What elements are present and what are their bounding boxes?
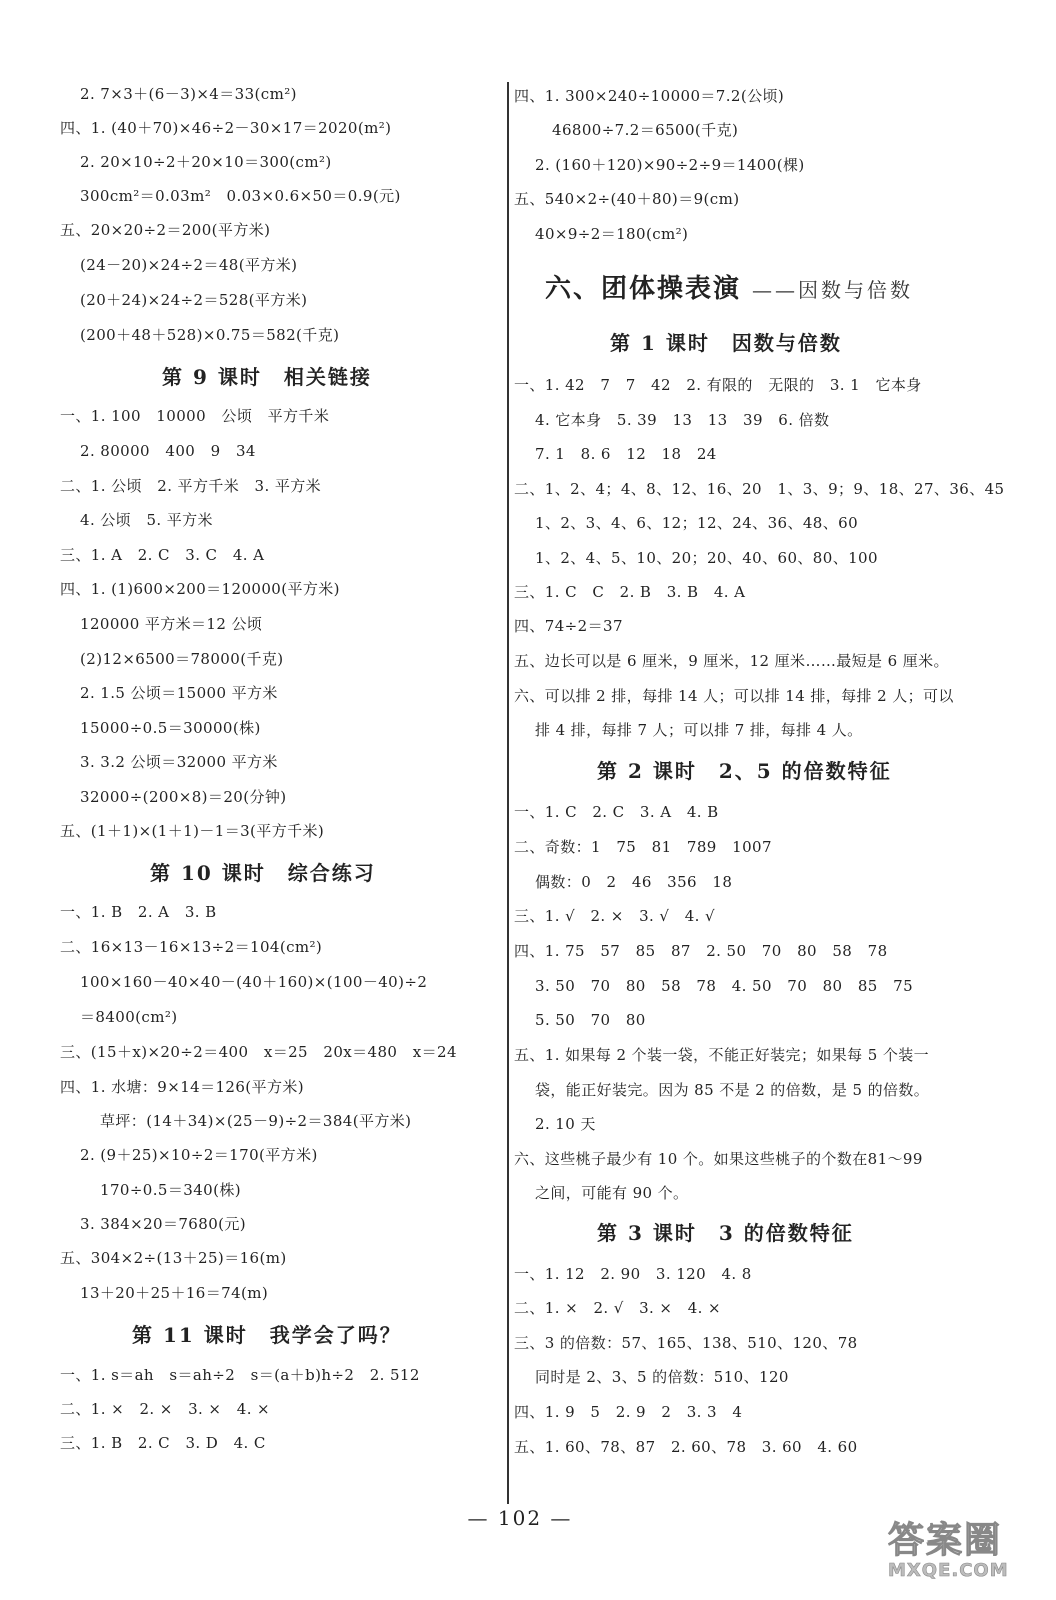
answer-line: 2. 20×10÷2＋20×10＝300(cm²) bbox=[80, 153, 332, 171]
answer-line: 四、1. (40＋70)×46÷2－30×17＝2020(m²) bbox=[60, 119, 392, 137]
answer-line: 二、16×13－16×13÷2＝104(cm²) bbox=[60, 938, 323, 956]
unit-subtitle: ——因数与倍数 bbox=[752, 278, 913, 302]
answer-line: 五、1. 60、78、87 2. 60、78 3. 60 4. 60 bbox=[514, 1438, 858, 1456]
answer-line: 3. 50 70 80 58 78 4. 50 70 80 85 75 bbox=[535, 977, 914, 995]
answer-line: 三、1. A 2. C 3. C 4. A bbox=[60, 546, 265, 564]
answer-line: 1、2、3、4、6、12；12、24、36、48、60 bbox=[535, 514, 859, 532]
answer-line: 40×9÷2＝180(cm²) bbox=[535, 225, 689, 243]
answer-line: 三、1. C C 2. B 3. B 4. A bbox=[514, 583, 746, 601]
answer-line: 袋，能正好装完。因为 85 不是 2 的倍数，是 5 的倍数。 bbox=[535, 1081, 930, 1099]
answer-line: 一、1. C 2. C 3. A 4. B bbox=[514, 803, 719, 821]
answer-line: 之间，可能有 90 个。 bbox=[535, 1184, 689, 1202]
lesson-heading: 第 10 课时 综合练习 bbox=[150, 861, 376, 885]
answer-line: 四、1. (1)600×200＝120000(平方米) bbox=[60, 580, 340, 598]
column-divider bbox=[507, 82, 509, 1504]
page-number: — 102 — bbox=[467, 1506, 573, 1530]
answer-line: 3. 3.2 公顷＝32000 平方米 bbox=[80, 753, 278, 771]
answer-line: (2)12×6500＝78000(千克) bbox=[80, 650, 284, 668]
answer-line: 15000÷0.5＝30000(株) bbox=[80, 719, 261, 737]
watermark-logo bbox=[888, 1520, 1038, 1580]
answer-line: 五、20×20÷2＝200(平方米) bbox=[60, 221, 271, 239]
answer-line: 2. (160＋120)×90÷2÷9＝1400(棵) bbox=[535, 156, 805, 174]
answer-line: 一、1. B 2. A 3. B bbox=[60, 903, 217, 921]
answer-line: 一、1. 42 7 7 42 2. 有限的 无限的 3. 1 它本身 bbox=[514, 376, 922, 394]
answer-line: 五、(1＋1)×(1＋1)－1＝3(平方千米) bbox=[60, 822, 325, 840]
answer-line: 四、1. 9 5 2. 9 2 3. 3 4 bbox=[514, 1403, 743, 1421]
answer-line: 六、可以排 2 排，每排 14 人；可以排 14 排，每排 2 人；可以 bbox=[514, 687, 954, 705]
lesson-heading: 第 3 课时 3 的倍数特征 bbox=[597, 1221, 854, 1245]
answer-line: 120000 平方米＝12 公顷 bbox=[80, 615, 263, 633]
answer-line: 一、1. s＝ah s＝ah÷2 s＝(a＋b)h÷2 2. 512 bbox=[60, 1366, 420, 1384]
unit-title: 六、团体操表演 bbox=[545, 274, 742, 304]
answer-line: 四、1. 300×240÷10000＝7.2(公顷) bbox=[514, 87, 785, 105]
answer-line: 5. 50 70 80 bbox=[535, 1011, 646, 1029]
answer-line: 四、1. 水塘：9×14＝126(平方米) bbox=[60, 1078, 305, 1096]
answer-line: 三、1. B 2. C 3. D 4. C bbox=[60, 1434, 266, 1452]
answer-line: 五、540×2÷(40＋80)＝9(cm) bbox=[514, 190, 740, 208]
answer-line: 四、74÷2＝37 bbox=[514, 617, 623, 635]
lesson-heading: 第 2 课时 2、5 的倍数特征 bbox=[597, 759, 892, 783]
answer-line: 五、边长可以是 6 厘米，9 厘米，12 厘米……最短是 6 厘米。 bbox=[514, 652, 949, 670]
answer-line: 3. 384×20＝7680(元) bbox=[80, 1215, 247, 1233]
answer-line: 排 4 排，每排 7 人；可以排 7 排，每排 4 人。 bbox=[535, 721, 863, 739]
answer-line: 六、这些桃子最少有 10 个。如果这些桃子的个数在81～99 bbox=[514, 1150, 923, 1168]
answer-line: 草坪：(14＋34)×(25－9)÷2＝384(平方米) bbox=[100, 1112, 412, 1130]
lesson-heading: 第 1 课时 因数与倍数 bbox=[610, 331, 842, 355]
answer-line: 1、2、4、5、10、20；20、40、60、80、100 bbox=[535, 549, 878, 567]
answer-line: 五、1. 如果每 2 个装一袋，不能正好装完；如果每 5 个装一 bbox=[514, 1046, 930, 1064]
answer-line: 2. 80000 400 9 34 bbox=[80, 442, 256, 460]
answer-line: 2. (9＋25)×10÷2＝170(平方米) bbox=[80, 1146, 318, 1164]
answer-line: 二、1. × 2. √ 3. × 4. × bbox=[514, 1299, 721, 1317]
answer-line: 偶数：0 2 46 356 18 bbox=[535, 873, 733, 891]
answer-line: 二、1、2、4；4、8、12、16、20 1、3、9；9、18、27、36、45 bbox=[514, 480, 1005, 498]
answer-line: 100×160－40×40－(40＋160)×(100－40)÷2 bbox=[80, 973, 428, 991]
answer-line: (20＋24)×24÷2＝528(平方米) bbox=[80, 291, 308, 309]
lesson-heading: 第 11 课时 我学会了吗？ bbox=[132, 1323, 402, 1347]
answer-line: 四、1. 75 57 85 87 2. 50 70 80 58 78 bbox=[514, 942, 888, 960]
answer-line: 二、1. 公顷 2. 平方千米 3. 平方米 bbox=[60, 477, 322, 495]
answer-line: 2. 7×3＋(6－3)×4＝33(cm²) bbox=[80, 85, 297, 103]
answer-line: 7. 1 8. 6 12 18 24 bbox=[535, 445, 717, 463]
answer-line: 三、(15＋x)×20÷2＝400 x＝25 20x＝480 x＝24 bbox=[60, 1043, 457, 1061]
answer-line: 46800÷7.2＝6500(千克) bbox=[552, 121, 739, 139]
watermark-glyphs: 答案圈 bbox=[888, 1519, 1003, 1561]
answer-line: 4. 公顷 5. 平方米 bbox=[80, 511, 213, 529]
answer-line: ＝8400(cm²) bbox=[80, 1008, 178, 1026]
answer-line: 32000÷(200×8)＝20(分钟) bbox=[80, 788, 287, 806]
answer-line: 一、1. 12 2. 90 3. 120 4. 8 bbox=[514, 1265, 752, 1283]
answer-line: 300cm²＝0.03m² 0.03×0.6×50＝0.9(元) bbox=[80, 187, 401, 205]
answer-line: 五、304×2÷(13＋25)＝16(m) bbox=[60, 1249, 287, 1267]
answer-line: (200＋48＋528)×0.75＝582(千克) bbox=[80, 326, 340, 344]
answer-line: 170÷0.5＝340(株) bbox=[100, 1181, 241, 1199]
answer-line: 三、3 的倍数：57、165、138、510、120、78 bbox=[514, 1334, 858, 1352]
answer-line: 同时是 2、3、5 的倍数：510、120 bbox=[535, 1368, 789, 1386]
answer-line: 2. 10 天 bbox=[535, 1115, 596, 1133]
lesson-heading: 第 9 课时 相关链接 bbox=[162, 365, 372, 389]
watermark-url: MXQE.COM bbox=[888, 1560, 1009, 1581]
answer-line: 二、1. × 2. × 3. × 4. × bbox=[60, 1400, 270, 1418]
answer-line: 2. 1.5 公顷＝15000 平方米 bbox=[80, 684, 278, 702]
answer-line: 二、奇数：1 75 81 789 1007 bbox=[514, 838, 772, 856]
answer-line: 一、1. 100 10000 公顷 平方千米 bbox=[60, 407, 330, 425]
answer-line: 三、1. √ 2. × 3. √ 4. √ bbox=[514, 907, 715, 925]
answer-line: (24－20)×24÷2＝48(平方米) bbox=[80, 256, 298, 274]
answer-line: 4. 它本身 5. 39 13 13 39 6. 倍数 bbox=[535, 411, 830, 429]
answer-line: 13＋20＋25＋16＝74(m) bbox=[80, 1284, 269, 1302]
